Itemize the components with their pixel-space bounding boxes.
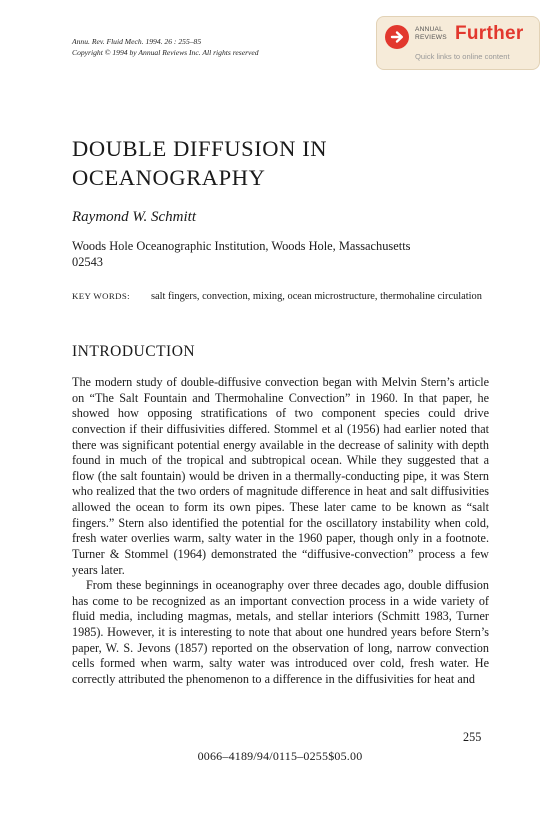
issn-code: 0066–4189/94/0115–0255$05.00	[197, 749, 363, 763]
paragraph: The modern study of double-diffusive convection began with Melvin Stern’s article on “The Salt Fountain and Thermohaline Convection” in 1960. In that paper, he showed how opposing stratifications of two component species could drive convection if their diffusivities differed. Stommel et al (1956) had earlier noted that there was significant potential energy available in the decrease of salinity with depth found in much of the tropical and subtropical ocean. While they suggested that a flow (the salt fountain) would be driven in a thermally-conducting pipe, it was Stern who realized that the two orders of magnitude difference in heat and salt diffusivities allowed the ocean to form its own pipes. These later came to be known as “salt fingers.” Stern also identified the potential for the oscillatory instability when cold, fresh water overlies warm, salty water in the 1960 paper, though only in a footnote. Turner & Stommel (1964) demonstrated the “diffusive-convection” process a few years later.	[72, 375, 489, 577]
section-heading: INTRODUCTION	[72, 343, 196, 360]
annual-reviews-logo	[415, 26, 447, 41]
author-affiliation: Woods Hole Oceanographic Institution, Woods Hole, Massachusetts 02543	[72, 239, 411, 269]
key-words-label: KEY WORDS:	[72, 291, 131, 301]
further-label: Further	[455, 23, 524, 44]
article-title: DOUBLE DIFFUSION IN OCEANOGRAPHY	[72, 136, 328, 190]
key-words-list: salt fingers, convection, mixing, ocean microstructure, thermohaline circulation	[151, 291, 482, 302]
quick-links-text: Quick links to online content	[415, 52, 510, 61]
copyright-notice: Copyright © 1994 by Annual Reviews Inc. All rights reserved	[72, 48, 259, 57]
arrow-circle-icon	[385, 25, 409, 49]
paragraph: From these beginnings in oceanography over three decades ago, double diffusion has come to be recognized as an important convection process in a wide variety of fluid media, including magmas, metals, and stellar interiors (Schmitt 1983, Turner 1985). However, it is interesting to note that about one hundred years before Stern’s paper, W. S. Jevons (1857) reported on the observation of long, narrow convection cells formed when warm, salty water was introduced over cold, fresh water. He correctly attributed the phenomenon to a difference in the diffusivities for heat and	[72, 578, 489, 686]
page-number: 255	[463, 730, 482, 744]
journal-citation	[72, 36, 259, 58]
annual-label: ANNUAL	[415, 26, 443, 33]
body-text	[72, 375, 489, 688]
further-badge[interactable]	[376, 16, 540, 70]
author-name: Raymond W. Schmitt	[72, 209, 197, 225]
reviews-label: REVIEWS	[415, 33, 447, 41]
journal-reference: Annu. Rev. Fluid Mech. 1994. 26 : 255–85	[72, 37, 202, 46]
